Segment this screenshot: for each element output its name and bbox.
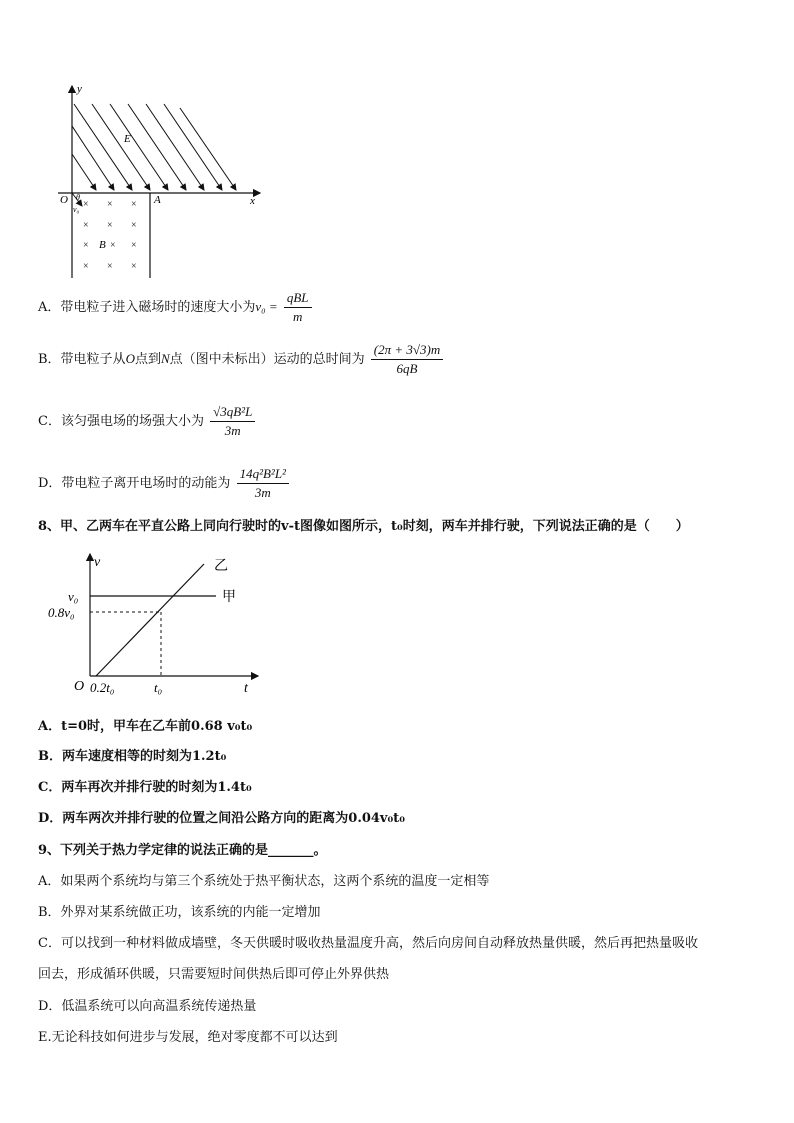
q7-option-d <box>38 466 289 501</box>
q7-option-c-text: C．该匀强电场的场强大小为 <box>38 414 204 429</box>
q8-option-a: A．t=0时，甲车在乙车前0.68 v₀t₀ <box>38 719 253 734</box>
q8-option-d: D．两车两次并排行驶的位置之间沿公路方向的距离为0.04v₀t₀ <box>38 811 405 826</box>
q7-d-denominator: 3m <box>254 485 271 500</box>
q7-b-text-1: B．带电粒子从 <box>38 352 126 367</box>
q7-option-c <box>38 404 255 439</box>
field-label-b: B <box>99 239 106 251</box>
svg-text:×: × <box>131 199 137 210</box>
q9-stem: 9、下列关于热力学定律的说法正确的是_______。 <box>38 843 327 858</box>
field-label-e: E <box>124 133 131 145</box>
svg-text:×: × <box>107 220 113 231</box>
q7-b-point-n: N <box>160 351 170 366</box>
q7-b-denominator: 6qB <box>396 361 418 376</box>
q9-option-c-line2: 回去，形成循环供暖，只需要短时间供热后即可停止外界供热 <box>38 967 390 982</box>
q7-a-numerator: qBL <box>284 290 312 308</box>
q7-option-a-text: A．带电粒子进入磁场时的速度大小为 <box>38 300 256 315</box>
origin-label: O <box>74 679 85 694</box>
electric-field-lines <box>72 104 236 190</box>
x-axis-label: x <box>250 195 255 207</box>
y-axis-label: y <box>77 83 82 95</box>
q7-c-numerator: √3qB²L <box>210 404 255 422</box>
q9-option-e: E.无论科技如何进步与发展，绝对零度都不可以达到 <box>38 1030 338 1045</box>
q7-option-d-text: D．带电粒子离开电场时的动能为 <box>38 476 231 491</box>
svg-text:×: × <box>131 261 137 272</box>
svg-text:×: × <box>83 261 89 272</box>
q7-b-numerator: (2π + 3√3)m <box>371 342 443 360</box>
svg-text:×: × <box>131 220 137 231</box>
q7-c-denominator: 3m <box>224 423 241 438</box>
q8-option-c: C．两车再次并排行驶的时刻为1.4t₀ <box>38 780 252 795</box>
q7-option-a <box>38 290 312 325</box>
q7-option-b-fraction <box>371 342 443 377</box>
vt-graph <box>44 548 264 698</box>
q7-b-point-o: O <box>125 351 135 366</box>
theta-label: θ <box>76 193 80 202</box>
svg-text:×: × <box>107 261 113 272</box>
svg-text:×: × <box>110 240 116 251</box>
q9-option-b: B．外界对某系统做正功，该系统的内能一定增加 <box>38 905 321 920</box>
jia-label: 甲 <box>222 590 236 605</box>
origin-label: O <box>60 194 68 206</box>
q7-option-b <box>38 342 443 377</box>
svg-text:×: × <box>131 240 137 251</box>
yi-line <box>96 564 204 676</box>
q7-d-numerator: 14q²B²L² <box>237 466 289 484</box>
v-axis-label: v <box>94 555 101 570</box>
t-axis-label: t <box>244 681 248 696</box>
q7-option-d-fraction <box>237 466 289 501</box>
tick-08v0: 0.8v₀ <box>48 605 75 620</box>
svg-text:×: × <box>83 220 89 231</box>
svg-text:×: × <box>83 240 89 251</box>
q8-option-b: B．两车速度相等的时刻为1.2t₀ <box>38 749 227 764</box>
q9-option-a: A．如果两个系统均与第三个系统处于热平衡状态，这两个系统的温度一定相等 <box>38 874 490 889</box>
tick-v0: v₀ <box>68 589 79 604</box>
q7-option-a-fraction <box>284 290 312 325</box>
yi-label: 乙 <box>214 559 228 574</box>
q9-option-d: D．低温系统可以向高温系统传递热量 <box>38 999 257 1014</box>
v0-label: v₀ <box>73 205 80 214</box>
q9-option-c-line1: C．可以找到一种材料做成墙壁，冬天供暖时吸收热量温度升高，然后向房间自动释放热量供暖，然后再把热量吸收 <box>38 936 698 951</box>
q7-option-c-fraction <box>210 404 255 439</box>
q8-stem: 8、甲、乙两车在平直公路上同向行驶时的v-t图像如图所示，t₀时刻，两车并排行驶，下列说法正确的是（ ） <box>38 519 689 534</box>
q7-b-text-2: 点到 <box>134 352 161 367</box>
q7-a-denominator: m <box>292 309 303 324</box>
tick-02t0: 0.2t₀ <box>90 680 115 695</box>
tick-t0: t₀ <box>154 680 163 695</box>
field-diagram <box>52 82 267 282</box>
svg-text:×: × <box>83 199 89 210</box>
q7-b-text-3: 点（图中未标出）运动的总时间为 <box>169 352 365 367</box>
q7-option-a-lhs: v₀ = <box>255 299 278 314</box>
magnetic-field-crosses <box>83 199 137 272</box>
svg-text:×: × <box>107 199 113 210</box>
point-a-label: A <box>154 194 161 206</box>
